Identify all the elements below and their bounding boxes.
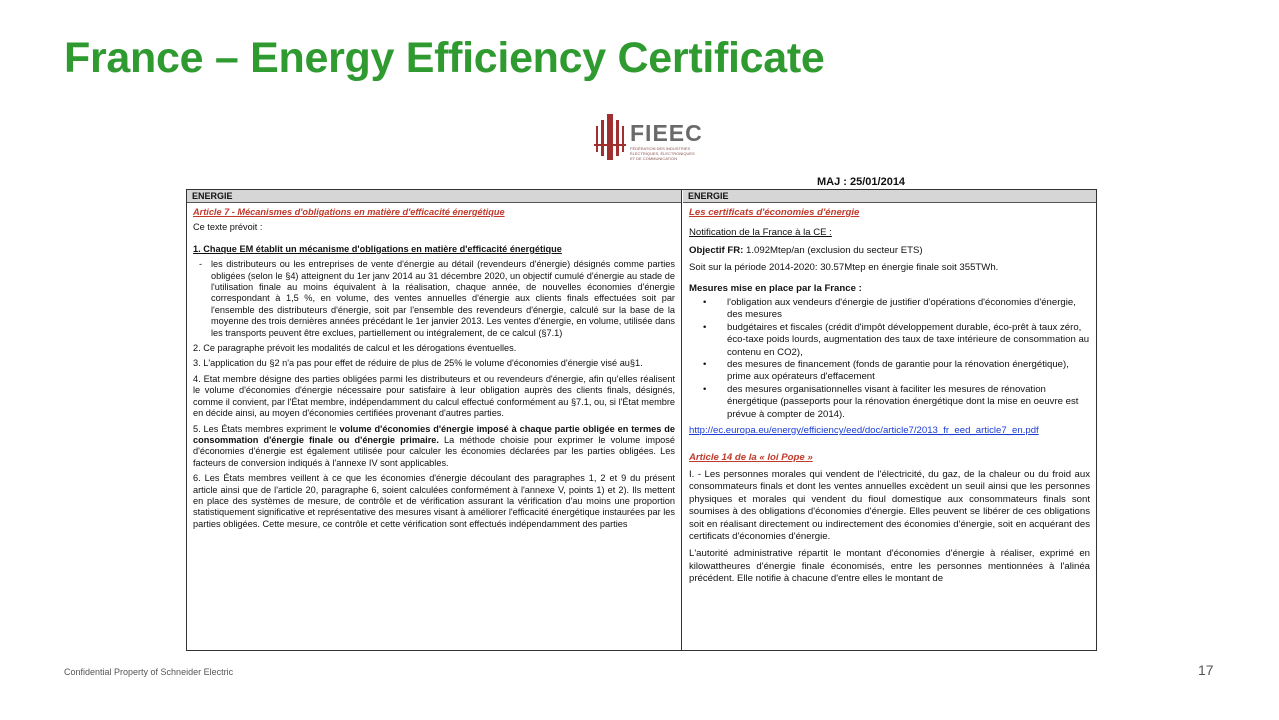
objectif-value: 1.092Mtep/an (exclusion du secteur ETS) bbox=[743, 244, 923, 256]
point1-body: les distributeurs ou les entreprises de vente d'énergie au détail (revendeurs d'énergie) désignés comme parties obligées (selon le §4) atteignent du 1er janv 2014 au 31 décembre 2020, un objectif cumulé d'énergie au stade de l'utilisation finale au moins équivalent à la réalisation, chaque année, de nouvelles économies d'énergie correspondant à 1,5 %, en volume, des ventes annuelles d'énergie aux clients finals effectuées soit par l'ensemble des distributeurs d'énergie, soit par l'ensemble des revendeurs d'énergie, calculé sur la base de la moyenne des trois dernières années précédant le 1er janvier 2013. Les ventes d'énergie, en volume, utilisée dans les transports peuvent être exclues, partiellement ou intégralement, de ce calcul (§7.1) bbox=[211, 259, 675, 338]
left-column-header: ENERGIE bbox=[187, 190, 681, 203]
mesures-list bbox=[689, 297, 1090, 421]
list-item: • budgétaires et fiscales (crédit d'impôt développement durable, éco-prêt à taux zéro, éco-taxe poids lourds, augmentation des taux de taxe intérieure de consommation au contenu en CO2), bbox=[703, 321, 1090, 358]
article14-paragraph-1: I. - Les personnes morales qui vendent de l'électricité, du gaz, de la chaleur ou du froid aux consommateurs finals et dont les ventes annuelles excèdent un seuil ainsi que les personnes physiques et morales qui vendent du fioul domestique aux consommateurs finals sont soumises à des obligations d'économies d'énergie. Elles peuvent se libérer de ces obligations soit en réalisant directement ou indirectement des économies d'énergie, soit en acquérant des certificats d'économies d'énergie. bbox=[689, 468, 1090, 542]
point1-title: 1. Chaque EM établit un mécanisme d'obligations en matière d'efficacité énergétique bbox=[193, 243, 562, 254]
dash-marker: - bbox=[199, 259, 203, 270]
certificats-title: Les certificats d'économies d'énergie bbox=[689, 207, 860, 218]
point5-start: 5. Les États membres expriment le bbox=[193, 423, 340, 434]
article14-title: Article 14 de la « loi Pope » bbox=[689, 451, 813, 463]
point1-body-block bbox=[193, 259, 675, 339]
slide-title: France – Energy Efficiency Certificate bbox=[64, 34, 825, 82]
list-item: • des mesures de financement (fonds de garantie pour la rénovation énergétique), prime aux opérateurs d'effacement bbox=[703, 359, 1069, 383]
point2: 2. Ce paragraphe prévoit les modalités de calcul et les dérogations éventuelles. bbox=[193, 343, 517, 354]
logo-name: FIEEC bbox=[630, 120, 703, 146]
point4: 4. Etat membre désigne des parties obligées parmi les distributeurs et ou revendeurs d'énergie, afin qu'elles réalisent le volume d'économies d'énergie nécessaire pour satisfaire à leur obligation auprès des clients finals, désignés, comme il convient, par l'État membre, indépendamment du calcul effectué conformément au §7.1, ou, si l'État membre en décide ainsi, au moyen d'économies certifiées provenant d'autres parties. bbox=[193, 373, 675, 419]
notification-text: Notification de la France à la CE : bbox=[689, 227, 832, 239]
mesures-title: Mesures mise en place par la France : bbox=[689, 282, 862, 294]
right-column-header: ENERGIE bbox=[683, 190, 1096, 203]
footer-confidential: Confidential Property of Schneider Electric bbox=[64, 667, 234, 677]
left-column bbox=[187, 190, 682, 650]
logo-subtitle: FÉDÉRATION DES INDUSTRIES ÉLECTRIQUES, ÉLECTRONIQUES ET DE COMMUNICATION bbox=[630, 146, 695, 161]
point5 bbox=[193, 424, 675, 470]
bullet-icon: • bbox=[703, 383, 707, 395]
list-item: • des mesures organisationnelles visant à faciliter les mesures de rénovation énergétique (passeports pour la rénovation énergétique dont la mise en oeuvre est prévue à compter de 2014). bbox=[703, 383, 1079, 420]
bullet-icon: • bbox=[703, 321, 707, 333]
point6: 6. Les États membres veillent à ce que les économies d'énergie découlant des paragraphes 1, 2 et 9 du présent article ainsi que de l'article 20, paragraphe 6, soient calculées conformément à l'annexe V, points 1) et 2). Ils mettent en place des systèmes de mesure, de contrôle et de vérification assurant la vérification d'au moins une proportion statistiquement significative et représentative des mesures visant à améliorer l'efficacité énergétique instaurées par les parties obligées. Cette mesure, ce contrôle et cette vérification sont effectués indépendamment des parties bbox=[193, 473, 675, 529]
article7-title: Article 7 - Mécanismes d'obligations en matière d'efficacité énergétique bbox=[193, 207, 505, 217]
left-column-body bbox=[187, 203, 681, 530]
list-item: • l'obligation aux vendeurs d'énergie de justifier d'opérations d'économies d'énergie, des mesures bbox=[703, 297, 1076, 321]
right-column bbox=[683, 190, 1096, 650]
intro-text: Ce texte prévoit : bbox=[193, 222, 263, 233]
europa-link[interactable]: http://ec.europa.eu/energy/efficiency/eed/doc/article7/2013_fr_eed_article7_en.pdf bbox=[689, 425, 1039, 437]
point5-end: La méthode choisie pour exprimer le volume imposé d'économies d'énergie est également utilisée pour calculer les économies déclarées par les parties obligées. Les facteurs de conversion indiqués à l'annexe IV sont applicables. bbox=[193, 434, 675, 468]
document-table bbox=[186, 189, 1097, 651]
article14-paragraph-2: L'autorité administrative répartit le montant d'économies d'énergie à réaliser, exprimé en kilowattheures d'énergie finale économisés, entre les personnes mentionnées à l'alinéa précédent. Elle notifie à chacune d'entre elles le montant de bbox=[689, 548, 1090, 585]
page-number: 17 bbox=[1198, 662, 1214, 678]
point5-bold: volume d'économies d'énergie imposé à chaque partie obligée en termes de consommation d'énergie finale ou d'énergie primaire. bbox=[193, 423, 675, 445]
periode-text: Soit sur la période 2014-2020: 30.57Mtep en énergie finale soit 355TWh. bbox=[689, 262, 999, 274]
bullet-icon: • bbox=[703, 297, 707, 309]
objectif-line bbox=[689, 245, 1090, 257]
right-column-body bbox=[683, 203, 1096, 586]
point3: 3. L'application du §2 n'a pas pour effet de réduire de plus de 25% le volume d'économies d'énergie visé au§1. bbox=[193, 358, 643, 369]
fieec-emblem-icon bbox=[594, 114, 626, 160]
update-date: MAJ : 25/01/2014 bbox=[817, 176, 906, 188]
fieec-logo bbox=[594, 114, 706, 162]
bullet-icon: • bbox=[703, 359, 707, 371]
objectif-label: Objectif FR: bbox=[689, 244, 744, 256]
